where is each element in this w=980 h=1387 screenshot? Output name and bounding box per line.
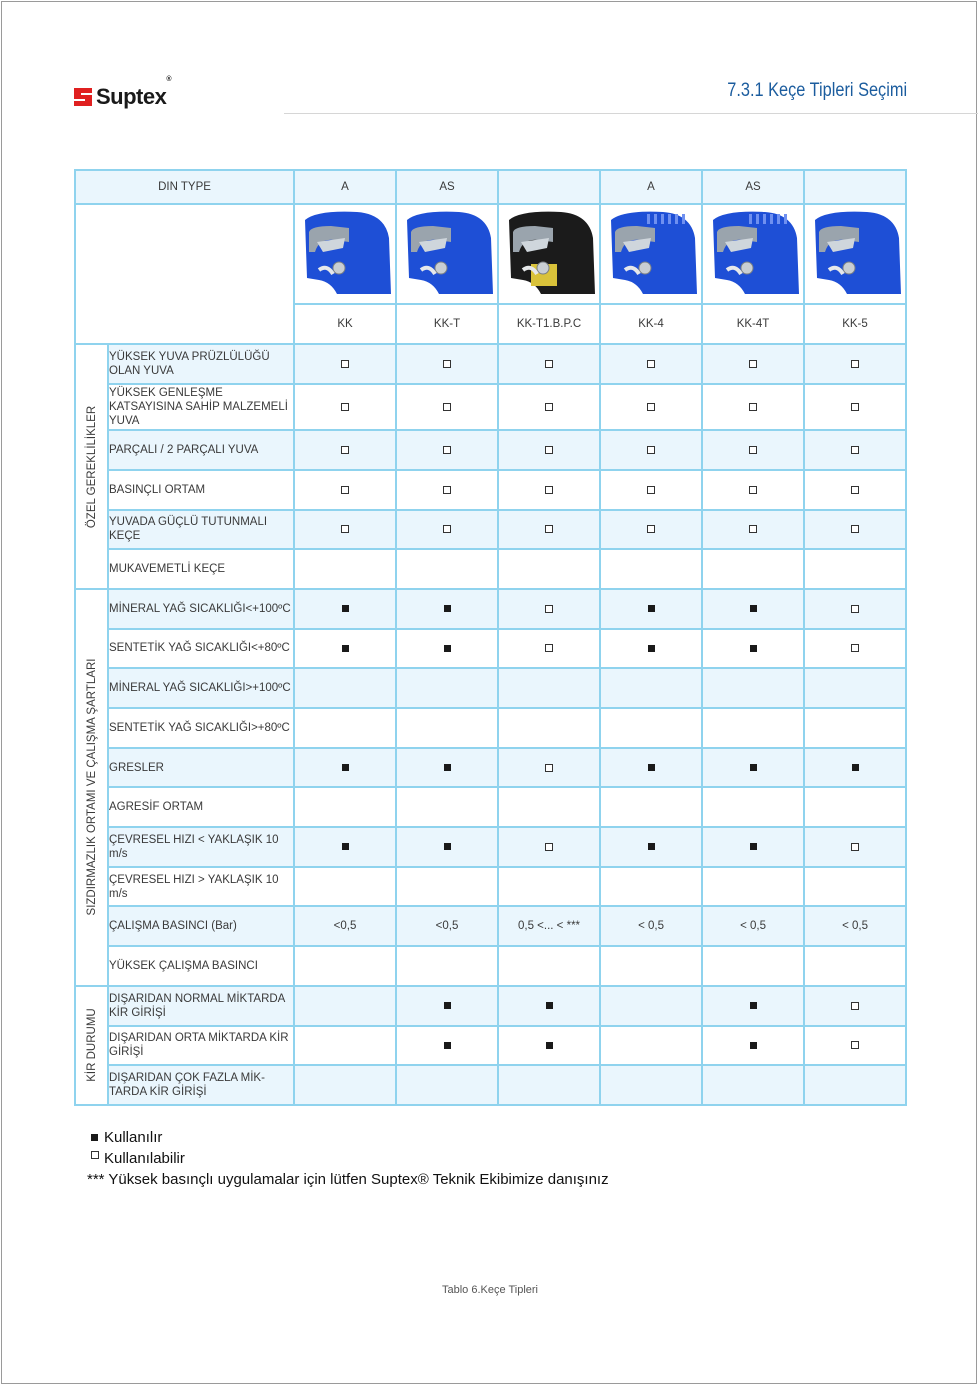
table-row	[75, 629, 906, 669]
open-square-icon	[851, 843, 859, 851]
open-square-icon	[545, 403, 553, 411]
open-square-icon	[647, 403, 655, 411]
seal-cross-section-icon	[501, 208, 597, 298]
open-square-icon	[341, 486, 349, 494]
logo-mark-icon	[72, 87, 94, 107]
filled-square-icon	[444, 645, 451, 652]
mark-cell	[396, 986, 498, 1026]
filled-square-icon	[648, 764, 655, 771]
open-square-icon	[443, 360, 451, 368]
open-square-icon	[647, 446, 655, 454]
mark-cell	[498, 470, 600, 510]
row-label: AGRESİF ORTAM	[108, 787, 294, 827]
open-square-icon	[851, 605, 859, 613]
row-label: YÜKSEK GENLEŞME KATSAYISINA SAHİP MALZEMELİ YUVA	[108, 384, 294, 430]
din-type-label: DIN TYPE	[75, 170, 294, 204]
mark-cell: <0,5	[294, 906, 396, 946]
row-label: SENTETİK YAĞ SICAKLIĞI<+80ºC	[108, 629, 294, 669]
open-square-icon	[851, 403, 859, 411]
mark-cell	[600, 589, 702, 629]
mark-cell	[396, 668, 498, 708]
mark-cell	[396, 748, 498, 788]
mark-cell	[702, 946, 804, 986]
mark-cell	[804, 946, 906, 986]
row-label: YÜKSEK YUVA PRÜZLÜLÜĞÜ OLAN YUVA	[108, 344, 294, 384]
open-square-icon	[851, 486, 859, 494]
row-label: GRESLER	[108, 748, 294, 788]
product-name: KK-4T	[702, 304, 804, 344]
filled-square-icon	[91, 1134, 98, 1141]
table-row	[75, 430, 906, 470]
mark-cell	[294, 787, 396, 827]
filled-square-icon	[546, 1042, 553, 1049]
mark-cell	[294, 748, 396, 788]
mark-cell	[804, 787, 906, 827]
open-square-icon	[545, 486, 553, 494]
mark-cell	[600, 708, 702, 748]
mark-cell	[600, 668, 702, 708]
table-row	[75, 589, 906, 629]
filled-square-icon	[852, 764, 859, 771]
mark-cell	[702, 1026, 804, 1066]
row-label: YUVADA GÜÇLÜ TUTUNMALI KEÇE	[108, 510, 294, 550]
product-name: KK	[294, 304, 396, 344]
mark-cell: < 0,5	[600, 906, 702, 946]
mark-cell	[396, 510, 498, 550]
mark-cell	[804, 1026, 906, 1066]
filled-square-icon	[750, 645, 757, 652]
mark-cell	[396, 384, 498, 430]
filled-square-icon	[750, 764, 757, 771]
filled-square-icon	[648, 843, 655, 850]
mark-cell	[600, 384, 702, 430]
group-label: ÖZEL GEREKLİLİKLER	[75, 344, 108, 589]
open-square-icon	[91, 1151, 99, 1159]
mark-cell	[804, 549, 906, 589]
din-type-cell: AS	[702, 170, 804, 204]
row-label: MİNERAL YAĞ SICAKLIĞI>+100ºC	[108, 668, 294, 708]
table-row	[75, 510, 906, 550]
mark-cell	[702, 748, 804, 788]
open-square-icon	[851, 644, 859, 652]
seal-selection-table	[74, 169, 907, 1106]
mark-cell	[396, 344, 498, 384]
mark-cell	[600, 470, 702, 510]
open-square-icon	[545, 843, 553, 851]
table-row	[75, 470, 906, 510]
mark-cell	[498, 384, 600, 430]
seal-cross-section-icon	[807, 208, 903, 298]
mark-cell	[294, 384, 396, 430]
mark-cell: < 0,5	[804, 906, 906, 946]
legend-note: *** Yüksek basınçlı uygulamalar için lütfen Suptex® Teknik Ekibimize danışınız	[87, 1171, 609, 1188]
mark-cell	[702, 827, 804, 867]
mark-cell: < 0,5	[702, 906, 804, 946]
row-label: SENTETİK YAĞ SICAKLIĞI>+80ºC	[108, 708, 294, 748]
logo-wordmark: Suptex®	[96, 76, 172, 109]
mark-cell	[294, 668, 396, 708]
row-label: DIŞARIDAN ORTA MİKTARDA KİR GİRİŞİ	[108, 1026, 294, 1066]
group-label: SIZDIRMAZLIK ORTAMI VE ÇALIŞMA ŞARTLARI	[75, 589, 108, 986]
table-row	[75, 787, 906, 827]
product-name: KK-T1.B.P.C	[498, 304, 600, 344]
mark-cell	[600, 787, 702, 827]
table-row	[75, 827, 906, 867]
section-title: 7.3.1 Keçe Tipleri Seçimi	[727, 80, 907, 101]
mark-cell	[498, 510, 600, 550]
row-label: ÇALIŞMA BASINCI (Bar)	[108, 906, 294, 946]
filled-square-icon	[342, 605, 349, 612]
mark-cell	[804, 629, 906, 669]
open-square-icon	[647, 486, 655, 494]
mark-cell	[804, 668, 906, 708]
mark-cell	[804, 384, 906, 430]
mark-cell	[294, 549, 396, 589]
kk-t-seal-image	[396, 204, 498, 304]
product-name: KK-5	[804, 304, 906, 344]
table-caption: Tablo 6.Keçe Tipleri	[442, 1284, 538, 1296]
filled-square-icon	[750, 605, 757, 612]
mark-cell	[396, 629, 498, 669]
mark-cell	[600, 986, 702, 1026]
open-square-icon	[545, 360, 553, 368]
mark-cell	[702, 1065, 804, 1105]
mark-cell	[600, 344, 702, 384]
mark-cell	[498, 827, 600, 867]
kk-4-seal-image	[600, 204, 702, 304]
din-type-row	[75, 170, 906, 204]
filled-square-icon	[750, 843, 757, 850]
mark-cell	[702, 668, 804, 708]
open-square-icon	[443, 486, 451, 494]
mark-cell	[804, 344, 906, 384]
seal-cross-section-icon	[399, 208, 495, 298]
mark-cell	[702, 708, 804, 748]
legend	[87, 1127, 609, 1190]
open-square-icon	[749, 486, 757, 494]
group-label: KİR DURUMU	[75, 986, 108, 1105]
mark-cell	[294, 430, 396, 470]
table-row	[75, 384, 906, 430]
din-type-cell	[804, 170, 906, 204]
row-label: DIŞARIDAN ÇOK FAZLA MİK-TARDA KİR GİRİŞİ	[108, 1065, 294, 1105]
mark-cell	[702, 549, 804, 589]
mark-cell	[294, 986, 396, 1026]
mark-cell	[804, 430, 906, 470]
kk-t1bpc-seal-image	[498, 204, 600, 304]
mark-cell	[702, 589, 804, 629]
mark-cell	[498, 708, 600, 748]
mark-cell	[294, 1065, 396, 1105]
mark-cell	[600, 549, 702, 589]
open-square-icon	[851, 360, 859, 368]
mark-cell	[600, 1026, 702, 1066]
table-row	[75, 708, 906, 748]
table-row	[75, 344, 906, 384]
table-row	[75, 668, 906, 708]
mark-cell	[600, 1065, 702, 1105]
suptex-logo	[72, 76, 172, 110]
mark-cell	[702, 867, 804, 907]
filled-square-icon	[546, 1002, 553, 1009]
mark-cell	[396, 708, 498, 748]
open-square-icon	[749, 525, 757, 533]
mark-cell	[396, 1026, 498, 1066]
mark-cell	[804, 827, 906, 867]
mark-cell	[600, 748, 702, 788]
filled-square-icon	[444, 605, 451, 612]
row-label: PARÇALI / 2 PARÇALI YUVA	[108, 430, 294, 470]
mark-cell: 0,5 <... < ***	[498, 906, 600, 946]
mark-cell	[396, 589, 498, 629]
mark-cell	[396, 430, 498, 470]
seal-cross-section-icon	[297, 208, 393, 298]
table-row	[75, 986, 906, 1026]
mark-cell	[702, 384, 804, 430]
mark-cell	[702, 629, 804, 669]
filled-square-icon	[750, 1042, 757, 1049]
product-name: KK-T	[396, 304, 498, 344]
table-row	[75, 1026, 906, 1066]
table-row	[75, 1065, 906, 1105]
open-square-icon	[851, 446, 859, 454]
mark-cell	[498, 589, 600, 629]
filled-square-icon	[444, 764, 451, 771]
mark-cell	[600, 629, 702, 669]
mark-cell	[498, 629, 600, 669]
mark-cell	[702, 430, 804, 470]
mark-cell	[804, 708, 906, 748]
mark-cell	[294, 946, 396, 986]
open-square-icon	[647, 360, 655, 368]
din-type-cell: A	[600, 170, 702, 204]
filled-square-icon	[342, 843, 349, 850]
mark-cell	[600, 430, 702, 470]
mark-cell	[702, 986, 804, 1026]
mark-cell	[396, 827, 498, 867]
open-square-icon	[749, 360, 757, 368]
open-square-icon	[851, 1041, 859, 1049]
table-row	[75, 946, 906, 986]
mark-cell	[702, 470, 804, 510]
row-label: MİNERAL YAĞ SICAKLIĞI<+100ºC	[108, 589, 294, 629]
table-row	[75, 748, 906, 788]
mark-cell	[498, 1065, 600, 1105]
image-row	[75, 204, 906, 304]
kk-seal-image	[294, 204, 396, 304]
filled-square-icon	[750, 1002, 757, 1009]
open-square-icon	[443, 403, 451, 411]
mark-cell	[498, 748, 600, 788]
mark-cell	[294, 589, 396, 629]
row-label: BASINÇLI ORTAM	[108, 470, 294, 510]
mark-cell	[498, 344, 600, 384]
open-square-icon	[749, 403, 757, 411]
mark-cell	[294, 510, 396, 550]
open-square-icon	[341, 446, 349, 454]
mark-cell	[804, 748, 906, 788]
header-blank	[75, 204, 294, 344]
mark-cell	[600, 510, 702, 550]
filled-square-icon	[444, 1042, 451, 1049]
mark-cell	[600, 827, 702, 867]
row-label: YÜKSEK ÇALIŞMA BASINCI	[108, 946, 294, 986]
table-row	[75, 549, 906, 589]
product-name: KK-4	[600, 304, 702, 344]
din-type-cell: AS	[396, 170, 498, 204]
mark-cell	[294, 629, 396, 669]
filled-square-icon	[342, 645, 349, 652]
din-type-cell: A	[294, 170, 396, 204]
mark-cell	[396, 1065, 498, 1105]
seal-cross-section-icon	[705, 208, 801, 298]
din-type-cell	[498, 170, 600, 204]
mark-cell	[498, 946, 600, 986]
open-square-icon	[647, 525, 655, 533]
open-square-icon	[545, 605, 553, 613]
row-label: DIŞARIDAN NORMAL MİKTARDA KİR GİRİŞİ	[108, 986, 294, 1026]
mark-cell	[498, 867, 600, 907]
mark-cell	[498, 549, 600, 589]
open-square-icon	[341, 525, 349, 533]
mark-cell	[702, 510, 804, 550]
mark-cell: <0,5	[396, 906, 498, 946]
mark-cell	[396, 946, 498, 986]
filled-square-icon	[648, 645, 655, 652]
mark-cell	[804, 589, 906, 629]
mark-cell	[702, 787, 804, 827]
mark-cell	[804, 867, 906, 907]
row-label: ÇEVRESEL HIZI > YAKLAŞIK 10 m/s	[108, 867, 294, 907]
mark-cell	[600, 867, 702, 907]
open-square-icon	[545, 446, 553, 454]
row-label: ÇEVRESEL HIZI < YAKLAŞIK 10 m/s	[108, 827, 294, 867]
mark-cell	[498, 1026, 600, 1066]
mark-cell	[702, 344, 804, 384]
mark-cell	[498, 430, 600, 470]
legend-usable: Kullanılabilir	[87, 1148, 609, 1169]
open-square-icon	[545, 525, 553, 533]
mark-cell	[498, 668, 600, 708]
mark-cell	[804, 470, 906, 510]
open-square-icon	[851, 1002, 859, 1010]
mark-cell	[396, 787, 498, 827]
mark-cell	[804, 1065, 906, 1105]
open-square-icon	[341, 360, 349, 368]
open-square-icon	[443, 446, 451, 454]
mark-cell	[294, 344, 396, 384]
title-divider	[284, 113, 978, 114]
mark-cell	[294, 1026, 396, 1066]
kk-4t-seal-image	[702, 204, 804, 304]
table-row	[75, 906, 906, 946]
mark-cell	[804, 986, 906, 1026]
mark-cell	[294, 827, 396, 867]
open-square-icon	[443, 525, 451, 533]
mark-cell	[396, 470, 498, 510]
open-square-icon	[545, 644, 553, 652]
mark-cell	[804, 510, 906, 550]
table-row	[75, 867, 906, 907]
filled-square-icon	[342, 764, 349, 771]
mark-cell	[396, 549, 498, 589]
open-square-icon	[545, 764, 553, 772]
mark-cell	[498, 986, 600, 1026]
filled-square-icon	[648, 605, 655, 612]
kk-5-seal-image	[804, 204, 906, 304]
mark-cell	[498, 787, 600, 827]
mark-cell	[294, 867, 396, 907]
legend-used: Kullanılır	[87, 1127, 609, 1148]
seal-cross-section-icon	[603, 208, 699, 298]
open-square-icon	[851, 525, 859, 533]
mark-cell	[396, 867, 498, 907]
mark-cell	[294, 708, 396, 748]
open-square-icon	[341, 403, 349, 411]
row-label: MUKAVEMETLİ KEÇE	[108, 549, 294, 589]
mark-cell	[294, 470, 396, 510]
filled-square-icon	[444, 1002, 451, 1009]
filled-square-icon	[444, 843, 451, 850]
mark-cell	[600, 946, 702, 986]
open-square-icon	[749, 446, 757, 454]
